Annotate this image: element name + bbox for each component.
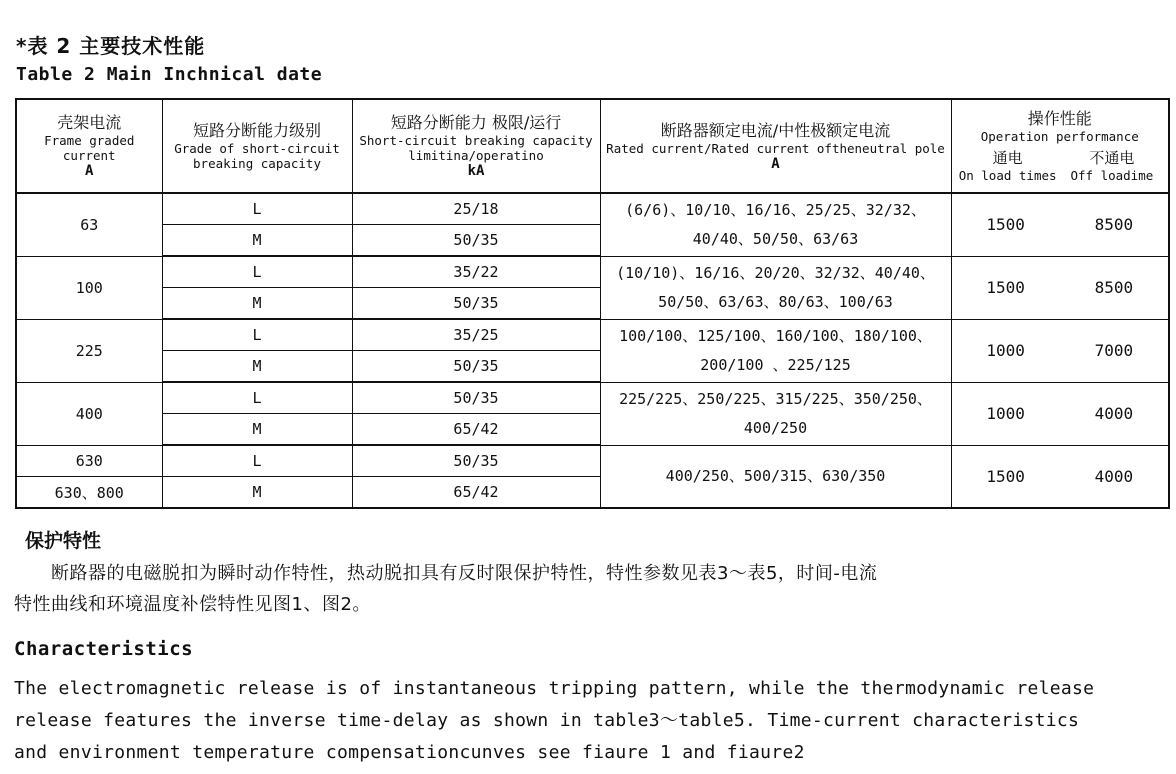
header-op-en: Operation performance: [980, 129, 1139, 144]
protection-paragraph: [14, 558, 1074, 620]
grade-cell: M: [162, 225, 352, 257]
spec-table: [15, 98, 1170, 509]
rated-cell: 225/225、250/225、315/225、350/250、400/250: [600, 382, 951, 445]
rated-cell: (6/6)、10/10、16/16、25/25、32/32、40/40、50/50、63/63: [600, 193, 951, 256]
on-load-value: 1000: [986, 341, 1025, 360]
characteristics-line-1: The electromagnetic release is of instantaneous tripping pattern, while the thermodynamic release: [14, 678, 1095, 699]
frame-100: 100: [16, 256, 162, 319]
header-breaking-capacity: [352, 99, 600, 193]
header-rated-en: Rated current/Rated current oftheneutral pole: [606, 140, 945, 156]
header-frame-en1: Frame graded: [44, 133, 135, 148]
operation-cell: [951, 193, 1169, 256]
table-row: [16, 382, 1169, 414]
grade-cell: M: [162, 351, 352, 383]
off-load-value: 8500: [1094, 215, 1134, 235]
operation-cell: [951, 445, 1169, 508]
table-row: [16, 445, 1169, 477]
on-load-value: 1500: [986, 278, 1025, 297]
frame-225: 225: [16, 319, 162, 382]
grade-cell: L: [162, 256, 352, 288]
protection-heading: 保护特性: [25, 530, 102, 552]
breaking-cell: 65/42: [352, 414, 600, 446]
on-load-value: 1500: [986, 215, 1025, 235]
off-load-value: 8500: [1094, 278, 1134, 297]
breaking-cell: 50/35: [352, 288, 600, 320]
header-row: [16, 99, 1169, 193]
on-load-value: 1500: [986, 466, 1025, 486]
grade-cell: L: [162, 382, 352, 414]
header-frame-unit: A: [85, 163, 94, 179]
grade-cell: M: [162, 288, 352, 320]
header-grade-en2: breaking capacity: [193, 156, 321, 171]
protection-line-2: 特性曲线和环境温度补偿特性见图1、图2。: [14, 594, 371, 615]
characteristics-heading: Characteristics: [14, 638, 194, 660]
operation-cell: [951, 256, 1169, 319]
grade-cell: M: [162, 477, 352, 509]
header-off-load: [1060, 148, 1164, 183]
header-on-zh: 通电: [992, 149, 1023, 167]
operation-cell: [951, 319, 1169, 382]
header-breaking-unit: kA: [467, 163, 485, 179]
on-load-value: 1000: [986, 404, 1025, 423]
header-frame-zh: 壳架电流: [57, 113, 122, 132]
table-row: [16, 193, 1169, 225]
frame-630: 630: [16, 445, 162, 477]
header-frame-current: [16, 99, 162, 193]
header-operation-performance: [951, 99, 1169, 193]
off-load-value: 4000: [1094, 404, 1134, 423]
rated-cell: 100/100、125/100、160/100、180/100、200/100 、225/125: [600, 319, 951, 382]
breaking-cell: 50/35: [352, 351, 600, 383]
frame-630-800: 630、800: [16, 477, 162, 509]
characteristics-line-2: release features the inverse time-delay as shown in table3～table5. Time-current characteristics: [14, 710, 1080, 731]
breaking-cell: 65/42: [352, 477, 600, 509]
header-on-en: On load times: [958, 168, 1057, 183]
table-row: [16, 256, 1169, 288]
characteristics-line-3: and environment temperature compensationcunves see fiaure 1 and fiaure2: [14, 742, 805, 763]
protection-line-1: 断路器的电磁脱扣为瞬时动作特性，热动脱扣具有反时限保护特性，特性参数见表3～表5，时间-电流: [51, 563, 878, 584]
header-breaking-zh: 短路分断能力 极限/运行: [390, 113, 562, 132]
header-on-load: [956, 148, 1060, 183]
header-off-zh: 不通电: [1089, 149, 1135, 167]
frame-400: 400: [16, 382, 162, 445]
table-row: [16, 319, 1169, 351]
header-grade: [162, 99, 352, 193]
header-frame-en2: current: [62, 148, 116, 163]
table-title-zh: *表 2 主要技术性能: [16, 34, 206, 58]
header-rated-zh: 断路器额定电流/中性极额定电流: [660, 120, 891, 140]
breaking-cell: 50/35: [352, 225, 600, 257]
header-breaking-en1: Short-circuit breaking capacity: [359, 133, 593, 148]
rated-cell: (10/10)、16/16、20/20、32/32、40/40、50/50、63/63、80/63、100/63: [600, 256, 951, 319]
table-title-en: Table 2 Main Inchnical date: [16, 64, 323, 85]
breaking-cell: 35/25: [352, 319, 600, 351]
header-grade-zh: 短路分断能力级别: [192, 121, 321, 140]
breaking-cell: 50/35: [352, 445, 600, 477]
header-grade-en1: Grade of short-circuit: [174, 141, 340, 156]
header-op-zh: 操作性能: [1027, 109, 1092, 128]
header-rated-current: [600, 99, 951, 193]
breaking-cell: 50/35: [352, 382, 600, 414]
rated-cell: 400/250、500/315、630/350: [600, 445, 951, 508]
header-off-en: Off loadime: [1070, 168, 1154, 183]
breaking-cell: 35/22: [352, 256, 600, 288]
frame-63: 63: [16, 193, 162, 256]
operation-cell: [951, 382, 1169, 445]
grade-cell: M: [162, 414, 352, 446]
header-rated-unit: A: [771, 155, 780, 172]
grade-cell: L: [162, 445, 352, 477]
characteristics-paragraph: [14, 673, 1124, 769]
off-load-value: 7000: [1094, 341, 1134, 360]
grade-cell: L: [162, 193, 352, 225]
header-breaking-en2: limitina/operatino: [408, 148, 544, 163]
off-load-value: 4000: [1094, 466, 1134, 486]
breaking-cell: 25/18: [352, 193, 600, 225]
grade-cell: L: [162, 319, 352, 351]
